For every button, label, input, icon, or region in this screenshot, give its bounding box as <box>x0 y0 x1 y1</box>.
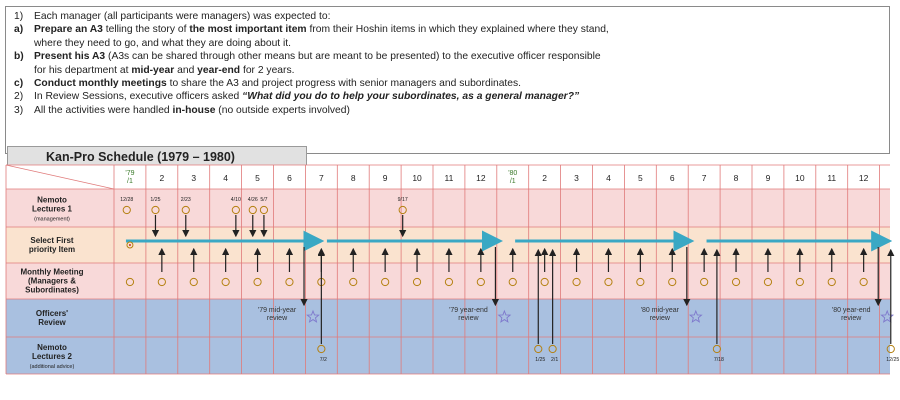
month-label-8: 8 <box>350 173 356 183</box>
note-text: All the activities were handled <box>34 104 173 116</box>
note-marker: a) <box>14 24 24 36</box>
row-bg-select <box>6 227 890 263</box>
month-label-16: 4 <box>606 173 611 183</box>
month-label-5: 5 <box>255 173 260 183</box>
lecture2-date: 7/18 <box>713 357 724 363</box>
month-label-10: 10 <box>412 173 422 183</box>
month-label-14: 2 <box>542 173 548 183</box>
note-text: from their Hoshin items in which they explained where they stand, <box>306 24 609 36</box>
row-label-nemoto1: Nemoto Lectures 1 <box>31 195 73 214</box>
month-label-12: 12 <box>476 173 486 183</box>
note-text: year-end <box>197 64 241 76</box>
note-text: the most important item <box>189 24 307 36</box>
note-text: Conduct monthly meetings <box>34 78 167 90</box>
note-text: and <box>174 64 198 76</box>
note-text: “What did you do to help your subordinates, as a general manager?” <box>242 91 580 103</box>
lecture1-date: 4/26 <box>247 197 258 203</box>
row-label-monthly: Monthly Meeting (Managers & Subordinates) <box>20 267 84 295</box>
row-bg-nemoto1 <box>6 189 890 227</box>
row-bg-officers <box>6 299 890 337</box>
review-label: '80 year-end review <box>831 307 871 322</box>
review-label: '79 year-end review <box>449 307 488 322</box>
row-label-nemoto2: Nemoto Lectures 2 <box>31 343 73 361</box>
note-text: mid-year <box>131 64 175 76</box>
month-label-20: 8 <box>733 173 739 183</box>
month-label-2: 2 <box>159 173 165 183</box>
start-marker <box>129 244 131 246</box>
row-sublabel-nemoto2: (additional advice) <box>29 364 75 370</box>
review-label: '80 mid-year review <box>640 307 679 322</box>
lecture1-date: 12/28 <box>120 197 134 203</box>
lecture1-date: 2/23 <box>180 197 191 203</box>
month-label-22: 10 <box>795 173 805 183</box>
month-label-18: 6 <box>669 173 675 183</box>
note-text: (A3s can be shared through other means but are meant to be presented) to the executive officer responsible <box>105 51 601 63</box>
month-label-7: 7 <box>318 173 324 183</box>
month-label-9: 9 <box>382 173 388 183</box>
lecture2-date: 7/2 <box>319 357 327 363</box>
row-sublabel-nemoto1: (management) <box>34 216 70 223</box>
lecture2-date: 1/25 <box>535 357 546 363</box>
lecture1-date: 5/7 <box>260 197 268 203</box>
lecture1-date: 9/17 <box>397 197 408 203</box>
lecture2-date: 12/25 <box>886 357 900 363</box>
note-marker: c) <box>14 78 24 90</box>
note-text: in-house <box>172 104 216 116</box>
note-marker: 1) <box>14 11 24 22</box>
month-label-19: 7 <box>701 173 707 183</box>
note-text: In Review Sessions, executive officers asked <box>34 91 243 103</box>
note-marker: 2) <box>14 91 24 103</box>
note-text: for his department at <box>34 64 132 76</box>
month-label-13: '80 /1 <box>508 170 518 185</box>
review-label: '79 mid-year review <box>257 307 297 322</box>
lecture1-date: 4/10 <box>230 197 241 203</box>
month-label-17: 5 <box>637 173 643 183</box>
note-text: for 2 years. <box>240 64 295 76</box>
month-label-23: 11 <box>827 173 837 183</box>
row-label-select: Select First priority Item <box>28 236 76 254</box>
month-label-1: '79 /1 <box>125 170 135 185</box>
note-text: telling the story of <box>102 24 190 36</box>
row-bg-nemoto2 <box>6 337 890 374</box>
schedule-title: Kan-Pro Schedule (1979 – 1980) <box>7 146 307 167</box>
month-label-6: 6 <box>287 173 292 183</box>
month-label-24: 12 <box>858 173 869 183</box>
month-label-11: 11 <box>444 173 454 183</box>
note-marker: 3) <box>14 104 24 116</box>
note-text: Each manager (all participants were managers) was expected to: <box>34 11 331 22</box>
lecture1-date: 1/25 <box>150 197 161 203</box>
row-bg-monthly <box>6 263 890 299</box>
lecture2-date: 2/1 <box>551 357 559 363</box>
note-text: (no outside experts involved) <box>215 104 350 116</box>
month-label-21: 9 <box>765 173 771 183</box>
month-label-3: 3 <box>191 173 197 183</box>
month-label-15: 3 <box>574 173 579 183</box>
note-text: where they need to go, and what they are doing about it. <box>34 37 292 49</box>
month-label-4: 4 <box>223 173 229 183</box>
row-label-officers: Officers' Review <box>35 309 69 327</box>
note-text: Present his A3 <box>34 51 106 63</box>
note-text: to share the A3 and project progress with senior managers and subordinates. <box>166 78 522 90</box>
note-marker: b) <box>14 51 24 63</box>
note-text: Prepare an A3 <box>34 24 103 36</box>
